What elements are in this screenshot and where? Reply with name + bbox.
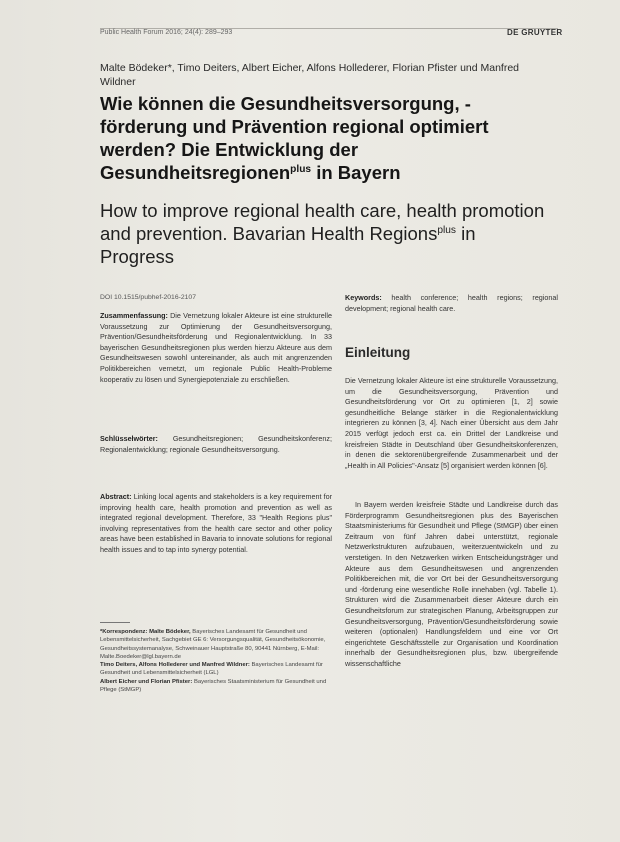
- abstract-english-label: Abstract:: [100, 492, 132, 501]
- title-english: [100, 199, 550, 268]
- abstract-english-text: Linking local agents and stakeholders is a key requirement for improving health care, health promotion and prevention as well as integrated regional development. Therefore, 33 "Health Regions plus" involving representatives from the health care sector and other policy areas have been established in Bavaria to innovate solutions for regional health issues and to tap into synergy potential.: [100, 492, 332, 554]
- title-german-text: Wie können die Gesundheitsversorgung, -förderung und Prävention regional optimiert werden? Die Entwicklung der Gesundheitsregionen: [100, 93, 489, 183]
- doi: DOI 10.1515/pubhef-2016-2107: [100, 294, 196, 301]
- keywords-german: [100, 434, 332, 455]
- footnote-line-2: [100, 661, 332, 678]
- keywords-german-label: Schlüsselwörter:: [100, 434, 158, 443]
- intro-paragraph-2: In Bayern werden kreisfreie Städte und Landkreise durch das Förderprogramm Gesundheitsregionen plus des Bayerischen Staatsministeriums für Gesundheit und Pflege (StMGP) über einen Zeitraum von fünf Jahren dabei unterstützt, regionale Netzwerkstrukturen aufzubauen, weiterzuentwickeln und zu verstetigen. In den Netzwerken wirken Entscheidungsträger und Akteure aus dem Gesundheitswesen und angrenzenden Politikbereichen mit, die vor Ort bei der Gesundheitsversorgung und -förderung eine wesentliche Rolle innehaben (vgl. Tabelle 1). Strukturen wird die Zusammenarbeit dieser Akteure durch ein Gesundheitsforum zur strategischen Planung, Arbeitsgruppen zur Gesundheitsversorgung, Prävention/Gesundheitsförderung sowie weiteren (optionalen) Handlungsfeldern und eine vor Ort eingerichtete Geschäftsstelle zur Organisation und Koordination innerhalb der Gesundheitsregionen plus, bzw. übergreifende wissenschaftliche: [345, 500, 558, 668]
- keywords-english-label: Keywords:: [345, 293, 382, 302]
- title-english-tail: in Progress: [100, 223, 476, 267]
- footnote-label-2: Timo Deiters, Alfons Hollederer und Manfred Wildner:: [100, 662, 250, 669]
- author-list: Malte Bödeker*, Timo Deiters, Albert Eicher, Alfons Hollederer, Florian Pfister und Manfred Wildner: [100, 62, 520, 88]
- abstract-german: [100, 311, 332, 385]
- footnote-label-3: Albert Eicher und Florian Pfister:: [100, 678, 193, 685]
- footnote-label-1: *Korrespondenz: Malte Bödeker,: [100, 629, 191, 635]
- intro-paragraph-1: Die Vernetzung lokaler Akteure ist eine strukturelle Voraussetzung, um die Gesundheitsversorgung, Prävention und Gesundheitsförderung vor Ort zu optimieren [1, 2] sowie gesundheitliche Belange stärker in die Regionalentwicklung integrieren zu können [3, 4]. Nach einer Übersicht aus dem Jahr 2015 verfügt jedoch erst ca. ein Drittel der Landkreise und kreisfreien Städte in Deutschland über Gesundheitskonferenzen, in denen die sektorenübergreifende Zusammenarbeit und der „Health in All Policies"-Ansatz [5] organisiert werden können [6].: [345, 376, 558, 470]
- title-german-sup: plus: [290, 163, 312, 175]
- footnote-text-1: Bayerisches Landesamt für Gesundheit und Lebensmittelsicherheit, Sachgebiet GE 6: Versorgungsqualität, Gesundheitsökonomie, Gesundheitssystemanalyse, Schweinauer Hauptstraße 80, 90441 Nürnberg, E-Mail: Malte.Boedeker@lgl.bayern.de: [100, 629, 326, 660]
- journal-citation: Public Health Forum 2016; 24(4): 289–293: [100, 29, 233, 36]
- section-heading: Einleitung: [345, 345, 411, 360]
- keywords-german-text: Gesundheitsregionen; Gesundheitskonferenz; Regionalentwicklung; regionale Gesundheitsversorgung.: [100, 434, 332, 454]
- abstract-english: [100, 492, 332, 556]
- abstract-german-text: Die Vernetzung lokaler Akteure ist eine strukturelle Voraussetzung zur Optimierung der Gesundheitsversorgung, Prävention/Gesundheitsförderung und Regionalentwicklung. In 33 bayerischen Gesundheitsregionen plus werden hierzu Akteure aus dem Gesundheitswesen sowohl untereinander, als auch mit angrenzenden Politikbereichen vernetzt, um regionale Public Health-Probleme kooperativ zu lösen und Synergiepotenziale zu erschließen.: [100, 311, 332, 384]
- title-english-text: How to improve regional health care, health promotion and prevention. Bavarian Health Regions: [100, 200, 545, 244]
- correspondence-footnote: [100, 628, 332, 694]
- publisher-logo: DE GRUYTER: [507, 28, 563, 37]
- title-german-tail: in Bayern: [311, 162, 401, 183]
- footnote-line-3: [100, 678, 332, 695]
- title-english-sup: plus: [437, 224, 456, 236]
- title-german: [100, 92, 550, 184]
- footnote-line-1: [100, 628, 332, 661]
- abstract-german-label: Zusammenfassung:: [100, 311, 168, 320]
- footnote-rule: [100, 622, 130, 623]
- keywords-english-text: health conference; health regions; regional development; regional health care.: [345, 293, 558, 313]
- keywords-english: [345, 293, 558, 314]
- footnote-text-3: Bayerisches Staatsministerium für Gesundheit und Pflege (StMGP): [100, 678, 327, 694]
- footnote-text-2: Bayerisches Landesamt für Gesundheit und Lebensmittelsicherheit (LGL): [100, 662, 323, 677]
